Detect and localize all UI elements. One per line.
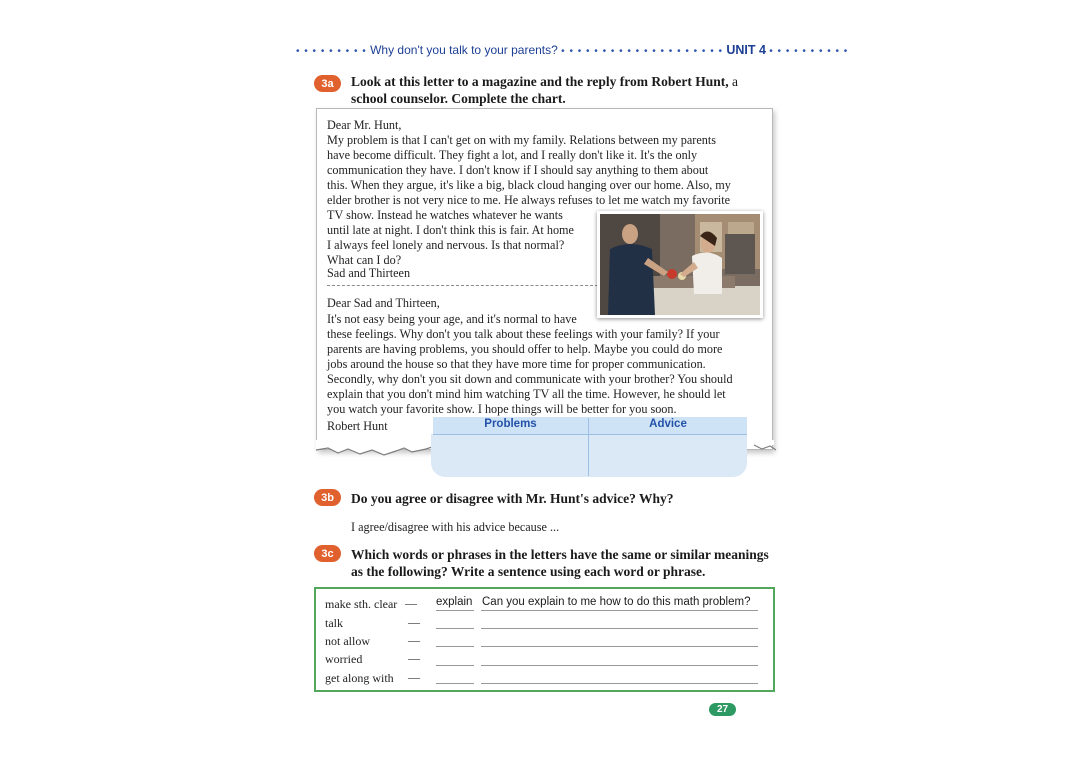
letter-line: My problem is that I can't get on with my family. Relations between my parents <box>327 133 716 147</box>
letter-line: have become difficult. They fight a lot, and I really don't like it. It's the only <box>327 148 698 162</box>
instruction-3c-line1: Which words or phrases in the letters have the same or similar meanings <box>351 547 769 562</box>
vocab-dash: — <box>408 651 420 665</box>
reply-line: you watch your favorite show. I hope things will be better for you soon. <box>327 402 677 416</box>
letter-line: TV show. Instead he watches whatever he wants <box>327 208 563 222</box>
vocab-dash: — <box>408 633 420 647</box>
instruction-3b: Do you agree or disagree with Mr. Hunt's advice? Why? <box>351 491 674 506</box>
vocab-sentence[interactable]: Can you explain to me how to do this math problem? <box>482 596 751 608</box>
answer-underline <box>436 610 474 611</box>
reply-salutation: Dear Sad and Thirteen, <box>327 296 440 310</box>
letter-signature: Sad and Thirteen <box>327 266 411 280</box>
instruction-3a-line1: Look at this letter to a magazine and the reply from Robert Hunt, a <box>351 74 738 89</box>
sentence-underline[interactable] <box>481 665 758 666</box>
instruction-3a <box>351 73 771 107</box>
answer-underline[interactable] <box>436 628 474 629</box>
letter-line: this. When they argue, it's like a big, black cloud hanging over our home. Also, my <box>327 178 731 192</box>
section-badge-3c: 3c <box>314 545 341 562</box>
header-dots-left: • • • • • • • • • <box>296 46 367 57</box>
vocab-term: talk <box>325 616 343 630</box>
section-badge-3b: 3b <box>314 489 341 506</box>
letter-line: until late at night. I don't think this is fair. At home <box>327 223 574 237</box>
letter-line: elder brother is not very nice to me. He always refuses to let me watch my favorite <box>327 193 731 207</box>
letter-line: I always feel lonely and nervous. Is that normal? <box>327 238 565 252</box>
letter-line: What can I do? <box>327 253 402 267</box>
reply-signature: Robert Hunt <box>327 419 388 433</box>
letter-divider <box>327 285 598 286</box>
family-photo <box>597 211 763 318</box>
instruction-3a-line2: school counselor. Complete the chart. <box>351 91 566 106</box>
sentence-underline[interactable] <box>481 683 758 684</box>
sentence-underline[interactable] <box>481 646 758 647</box>
reply-line: jobs around the house so that they have more time for proper communication. <box>327 357 706 371</box>
chart-answer-area[interactable] <box>431 434 747 477</box>
vocab-term: not allow <box>325 634 370 648</box>
letter-salutation: Dear Mr. Hunt, <box>327 118 402 132</box>
answer-underline[interactable] <box>436 665 474 666</box>
reply-line: Secondly, why don't you sit down and communicate with your brother? You should <box>327 372 733 386</box>
instruction-3c <box>351 546 781 580</box>
reply-line: explain that you don't mind him watching TV all the time. However, he should let <box>327 387 726 401</box>
vocab-term: make sth. clear <box>325 597 398 611</box>
unit-label: UNIT 4 <box>726 43 766 57</box>
sentence-underline <box>481 610 758 611</box>
header-dots-mid: • • • • • • • • • • • • • • • • • • • • <box>561 46 723 57</box>
vocab-term: get along with <box>325 671 394 685</box>
page-number-badge: 27 <box>709 703 736 716</box>
reply-line: It's not easy being your age, and it's normal to have <box>327 312 577 326</box>
running-header <box>296 43 849 61</box>
reply-body <box>327 312 757 417</box>
vocab-answer[interactable]: explain <box>436 596 473 608</box>
instruction-3c-line2: as the following? Write a sentence using each word or phrase. <box>351 564 706 579</box>
answer-underline[interactable] <box>436 646 474 647</box>
header-dots-right: • • • • • • • • • • <box>769 46 849 57</box>
chart-col-problems: Problems <box>484 418 537 430</box>
section-badge-3a: 3a <box>314 75 341 92</box>
vocab-dash: — <box>408 615 420 629</box>
sentence-underline[interactable] <box>481 628 758 629</box>
vocab-term: worried <box>325 652 363 666</box>
vocab-dash: — <box>408 670 420 684</box>
vocab-dash: — <box>405 596 417 610</box>
lesson-title: Why don't you talk to your parents? <box>370 43 558 57</box>
prompt-3b: I agree/disagree with his advice because ... <box>351 520 560 534</box>
chart-col-advice: Advice <box>649 418 687 430</box>
letter-line: communication they have. I don't know if I should say anything to them about <box>327 163 709 177</box>
reply-line: these feelings. Why don't you talk about these feelings with your family? If your <box>327 327 720 341</box>
answer-underline[interactable] <box>436 683 474 684</box>
reply-line: parents are having problems, you should offer to help. Maybe you could do more <box>327 342 723 356</box>
